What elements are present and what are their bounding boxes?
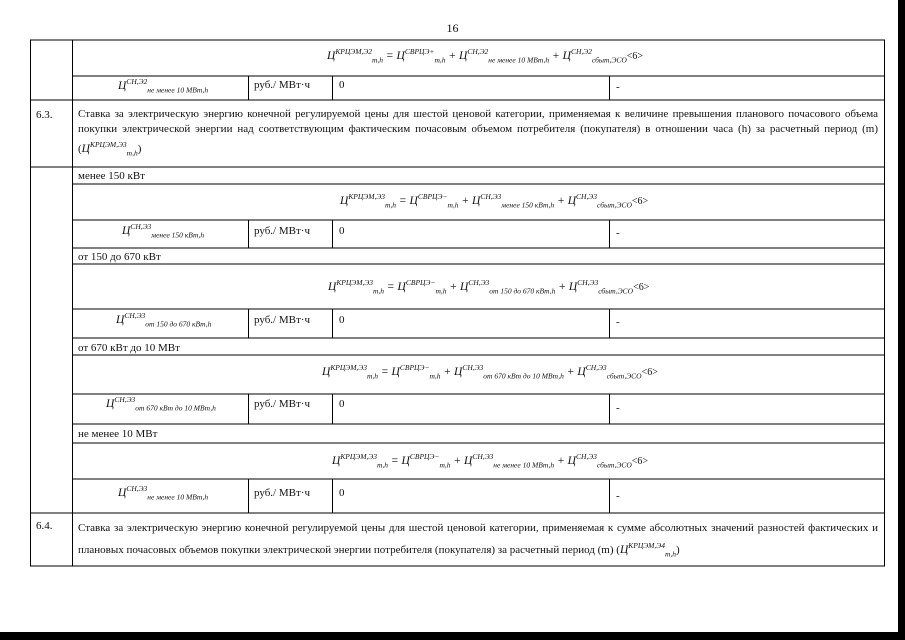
section-number: 6.3. [36,109,53,121]
group-label: от 150 до 670 кВт [78,251,161,263]
row-symbol: $Ц^{СН,Э3}_{от 670 кВт до 10 МВт,h}$ [106,395,216,413]
row-symbol: $Ц^{СН,Э3}_{от 150 до 670 кВт,h}$ [116,311,212,329]
row-symbol: $Ц^{СН,Э3}_{менее 150 кВт,h}$ [122,222,205,240]
unit-cell: руб./ МВт·ч [254,487,310,499]
formula-group-3: $Ц^{КРЦЭМ,Э3}_{m,h} = Ц^{СВРЦЭ-}_{m,h} + Ц^{СН,Э3}_{от 670 кВт до 10 МВт,h} + Ц^{СН,Э3}_{сбыт,ЭСО}<6>$ [322,363,658,381]
scan-border-right [898,0,905,640]
unit-cell: руб./ МВт·ч [254,79,310,91]
unit-cell: руб./ МВт·ч [254,398,310,410]
unit-cell: руб./ МВт·ч [254,225,310,237]
extra-cell: - [616,316,620,328]
scan-border-bottom [0,632,905,640]
extra-cell: - [616,81,620,93]
group-label: не менее 10 МВт [78,428,158,440]
value-cell: 0 [339,225,345,237]
group-label: менее 150 кВт [78,170,145,182]
value-cell: 0 [339,79,345,91]
row-symbol: $Ц^{СН,Э3}_{не менее 10 МВт,h}$ [118,484,209,502]
formula-top: $Ц^{КРЦЭМ,Э2}_{m,h} = Ц^{СВРЦЭ+}_{m,h} + Ц^{СН,Э2}_{не менее 10 МВт,h} + Ц^{СН,Э2}_{сбыт,ЭСО}<6>$ [327,47,644,65]
extra-cell: - [616,402,620,414]
value-cell: 0 [339,398,345,410]
section-number: 6.4. [36,520,53,532]
page-number: 16 [446,21,459,35]
formula-group-1: $Ц^{КРЦЭМ,Э3}_{m,h} = Ц^{СВРЦЭ-}_{m,h} + Ц^{СН,Э3}_{менее 150 кВт,h} + Ц^{СН,Э3}_{сбыт,ЭСО}<6>$ [340,192,649,210]
section-text: Ставка за электрическую энергию конечной регулируемой цены для шестой ценовой категории, применяемая к величине превышения планового почасового объема покупки электрической энергии над соответствующим фактическим почасовым объемом потребителя (покупателя) в отношении часа (h) за расчетный период (m) $(Ц^{КРЦЭМ,Э3}_{m,h})$ [78,108,878,158]
section-text: Ставка за электрическую энергию конечной регулируемой цены для шестой ценовой категории, применяемая к сумме абсолютных значений разностей фактических и плановых почасовых объемов покупки электрической энергии потребителя (покупателя) за расчетный период (m) $(Ц^{КРЦЭМ,Э4}_{m,h})$ [78,522,878,559]
group-label: от 670 кВт до 10 МВт [78,342,180,354]
row-symbol: $Ц^{СН,Э2}_{не менее 10 МВт,h}$ [118,77,209,95]
extra-cell: - [616,490,620,502]
formula-group-2: $Ц^{КРЦЭМ,Э3}_{m,h} = Ц^{СВРЦЭ-}_{m,h} + Ц^{СН,Э3}_{от 150 до 670 кВт,h} + Ц^{СН,Э3}_{сбыт,ЭСО}<6>$ [328,278,650,296]
unit-cell: руб./ МВт·ч [254,314,310,326]
formula-group-4: $Ц^{КРЦЭМ,Э3}_{m,h} = Ц^{СВРЦЭ-}_{m,h} + Ц^{СН,Э3}_{не менее 10 МВт,h} + Ц^{СН,Э3}_{сбыт,ЭСО}<6>$ [332,452,649,470]
extra-cell: - [616,227,620,239]
value-cell: 0 [339,487,345,499]
value-cell: 0 [339,314,345,326]
